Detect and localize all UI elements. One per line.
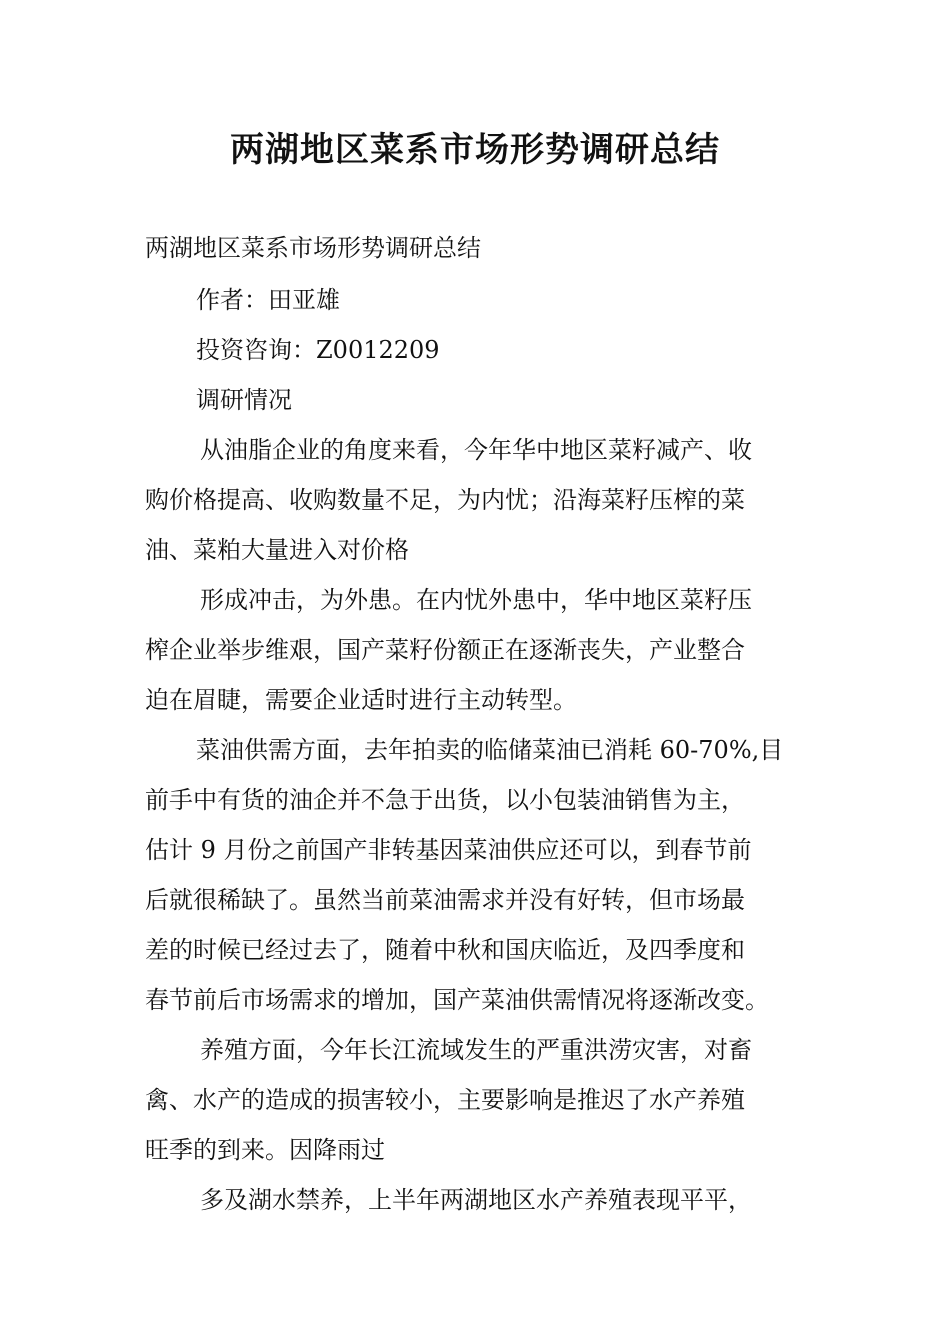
paragraph-line: 估计 9 月份之前国产非转基因菜油供应还可以，到春节前 [145,836,752,864]
paragraph-line: 形成冲击，为外患。在内忧外患中，华中地区菜籽压 [200,586,752,614]
paragraph-line: 菜油供需方面，去年拍卖的临储菜油已消耗 60-70%,目 [196,736,784,764]
paragraph-line: 差的时候已经过去了，随着中秋和国庆临近，及四季度和 [145,936,745,964]
paragraph-line: 迫在眉睫，需要企业适时进行主动转型。 [145,686,577,714]
paragraph-line: 养殖方面，今年长江流域发生的严重洪涝灾害，对畜 [200,1036,752,1064]
paragraph-line: 购价格提高、收购数量不足，为内忧；沿海菜籽压榨的菜 [145,486,745,514]
paragraph-line: 旺季的到来。因降雨过 [145,1136,385,1164]
consulting-id-line: 投资咨询：Z0012209 [196,336,440,364]
subtitle-line: 两湖地区菜系市场形势调研总结 [145,234,481,262]
paragraph-line: 禽、水产的造成的损害较小，主要影响是推迟了水产养殖 [145,1086,745,1114]
author-line: 作者：田亚雄 [196,286,340,314]
paragraph-line: 前手中有货的油企并不急于出货，以小包装油销售为主， [145,786,745,814]
document-title: 两湖地区菜系市场形势调研总结 [230,130,720,170]
paragraph-line: 多及湖水禁养，上半年两湖地区水产养殖表现平平， [200,1186,752,1214]
paragraph-line: 从油脂企业的角度来看，今年华中地区菜籽减产、收 [200,436,752,464]
paragraph-line: 榨企业举步维艰，国产菜籽份额正在逐渐丧失，产业整合 [145,636,745,664]
paragraph-line: 春节前后市场需求的增加，国产菜油供需情况将逐渐改变。 [145,986,769,1014]
section-heading: 调研情况 [196,386,292,414]
paragraph-line: 后就很稀缺了。虽然当前菜油需求并没有好转，但市场最 [145,886,745,914]
paragraph-line: 油、菜粕大量进入对价格 [145,536,409,564]
